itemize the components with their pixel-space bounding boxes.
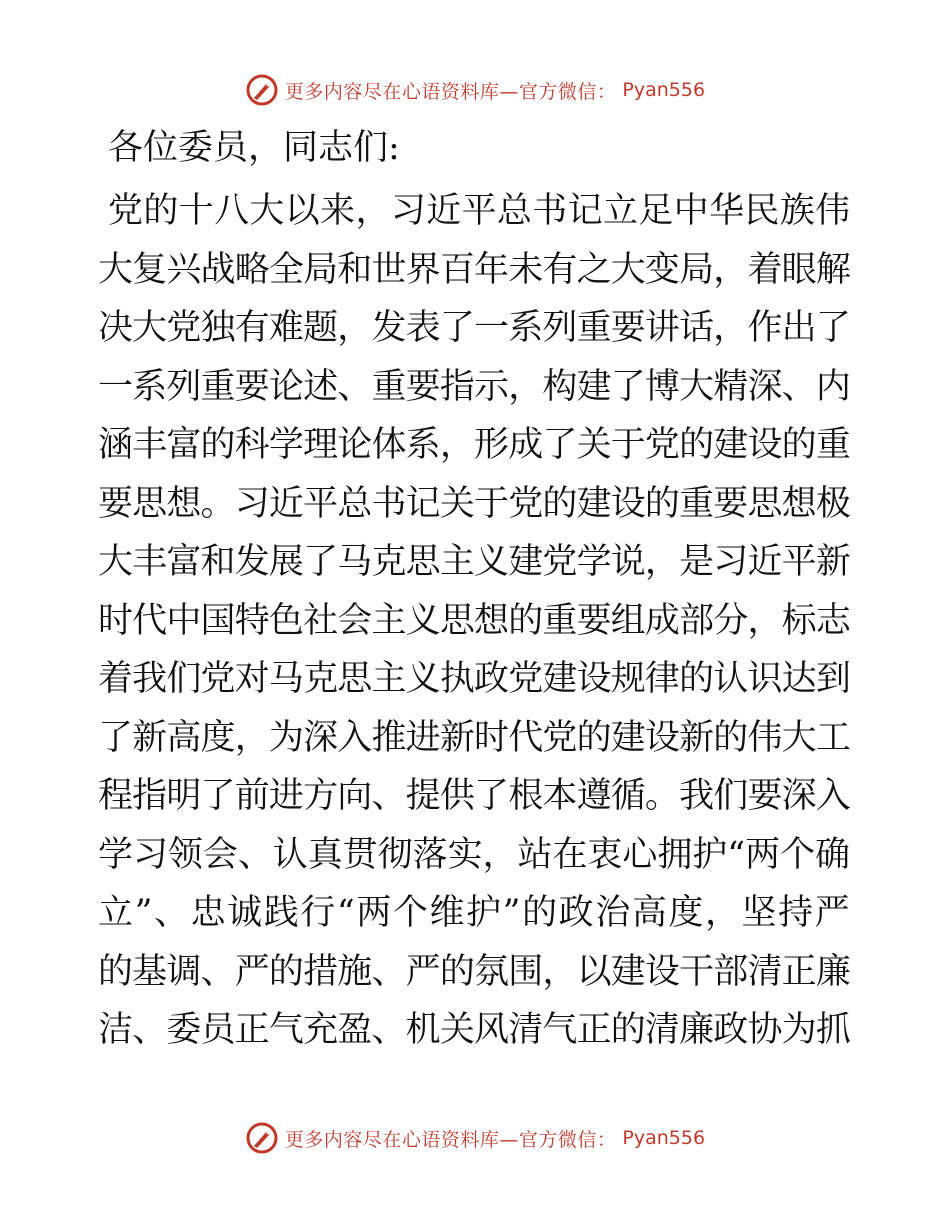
paragraph-line: 一系列重要论述、重要指示，构建了博大精深、内 bbox=[98, 366, 850, 407]
watermark-handle: Pyan556 bbox=[622, 1127, 706, 1149]
watermark-handle: Pyan556 bbox=[622, 79, 706, 101]
paragraph-line: 党的十八大以来，习近平总书记立足中华民族伟 bbox=[108, 191, 850, 231]
paragraph-line: 要思想。习近平总书记关于党的建设的重要思想极 bbox=[98, 483, 850, 524]
paragraph-line: 学习领会、认真贯彻落实，站在衷心拥护“两个确 bbox=[98, 834, 850, 875]
paragraph-line: 决大党独有难题，发表了一系列重要讲话，作出了 bbox=[98, 308, 850, 348]
paragraph-line: 程指明了前进方向、提供了根本遵循。我们要深入 bbox=[98, 776, 850, 816]
pen-nib-logo-icon bbox=[245, 1121, 279, 1155]
paragraph-line: 涵丰富的科学理论体系，形成了关于党的建设的重 bbox=[98, 425, 850, 465]
header-watermark bbox=[0, 72, 950, 108]
document-body bbox=[98, 128, 850, 1060]
paragraph-line: 洁、委员正气充盈、机关风清气正的清廉政协为抓 bbox=[98, 1010, 850, 1050]
footer-watermark bbox=[0, 1120, 950, 1156]
pen-nib-logo-icon bbox=[245, 73, 279, 107]
paragraph-line: 着我们党对马克思主义执政党建设规律的认识达到 bbox=[98, 659, 850, 699]
paragraph-line: 大复兴战略全局和世界百年未有之大变局，着眼解 bbox=[98, 249, 850, 290]
paragraph-line: 了新高度，为深入推进新时代党的建设新的伟大工 bbox=[98, 717, 850, 758]
salutation: 各位委员，同志们: bbox=[108, 128, 400, 168]
watermark-text: 更多内容尽在心语资料库—官方微信： bbox=[284, 1128, 617, 1151]
paragraph-line: 大丰富和发展了马克思主义建党学说，是习近平新 bbox=[98, 542, 850, 582]
paragraph-line: 立”、忠诚践行“两个维护”的政治高度，坚持严 bbox=[98, 893, 852, 933]
paragraph-line: 时代中国特色社会主义思想的重要组成部分，标志 bbox=[98, 600, 850, 641]
watermark-text: 更多内容尽在心语资料库—官方微信： bbox=[284, 80, 617, 103]
paragraph-line: 的基调、严的措施、严的氛围，以建设干部清正廉 bbox=[98, 951, 850, 992]
paragraph bbox=[98, 182, 850, 1060]
